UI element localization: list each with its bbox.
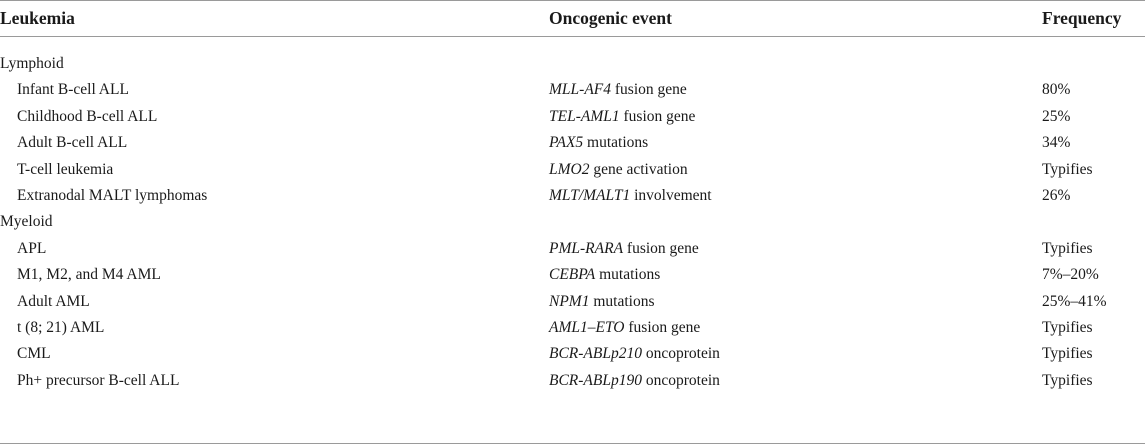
gene-name: BCR-ABLp210 bbox=[549, 345, 642, 363]
table-row bbox=[0, 130, 1145, 156]
leukemia-cell: Extranodal MALT lymphomas bbox=[17, 186, 208, 204]
table-row bbox=[0, 262, 1145, 288]
table-row bbox=[0, 183, 1145, 209]
event-cell bbox=[549, 157, 688, 183]
leukemia-cell: Childhood B-cell ALL bbox=[17, 107, 158, 125]
frequency-cell: 80% bbox=[1042, 81, 1071, 99]
group-label: Lymphoid bbox=[0, 55, 64, 72]
event-text: fusion gene bbox=[624, 318, 701, 336]
table-bottom-rule bbox=[0, 443, 1145, 444]
frequency-cell: 25%–41% bbox=[1042, 292, 1107, 310]
gene-name: MLL-AF4 bbox=[549, 81, 611, 99]
table-header bbox=[0, 0, 1145, 37]
header-oncogenic-event: Oncogenic event bbox=[549, 8, 672, 28]
leukemia-cell: t (8; 21) AML bbox=[17, 318, 105, 336]
event-cell bbox=[549, 104, 695, 130]
event-cell bbox=[549, 289, 654, 315]
leukemia-cell: M1, M2, and M4 AML bbox=[17, 266, 161, 284]
gene-name: NPM1 bbox=[549, 292, 590, 310]
frequency-cell: Typifies bbox=[1042, 318, 1093, 336]
table-row bbox=[0, 236, 1145, 262]
frequency-cell: Typifies bbox=[1042, 371, 1093, 389]
event-text: involvement bbox=[630, 186, 712, 204]
event-text: oncoprotein bbox=[642, 345, 720, 363]
leukemia-cell: Ph+ precursor B-cell ALL bbox=[17, 371, 180, 389]
event-text: mutations bbox=[583, 134, 649, 152]
event-cell bbox=[549, 315, 700, 341]
frequency-cell: 7%–20% bbox=[1042, 266, 1099, 284]
leukemia-cell: Infant B-cell ALL bbox=[17, 81, 129, 99]
event-cell bbox=[549, 77, 687, 103]
event-cell bbox=[549, 130, 648, 156]
table-row bbox=[0, 289, 1145, 315]
table-row bbox=[0, 104, 1145, 130]
table-row bbox=[0, 157, 1145, 183]
event-text: oncoprotein bbox=[642, 371, 720, 389]
event-text: gene activation bbox=[589, 160, 688, 178]
gene-name: TEL-AML1 bbox=[549, 107, 620, 125]
table-row bbox=[0, 341, 1145, 367]
frequency-cell: 26% bbox=[1042, 186, 1071, 204]
event-text: fusion gene bbox=[619, 107, 696, 125]
group-label: Myeloid bbox=[0, 213, 53, 231]
event-text: fusion gene bbox=[611, 81, 687, 99]
gene-name: BCR-ABLp190 bbox=[549, 371, 642, 389]
event-text: mutations bbox=[589, 292, 655, 310]
leukemia-cell: T-cell leukemia bbox=[17, 160, 114, 178]
leukemia-cell: CML bbox=[17, 345, 51, 363]
frequency-cell: Typifies bbox=[1042, 160, 1093, 178]
gene-name: LMO2 bbox=[549, 160, 590, 178]
gene-name: AML1–ETO bbox=[549, 318, 625, 336]
event-cell bbox=[549, 341, 720, 367]
gene-name: PML-RARA bbox=[549, 239, 624, 257]
header-leukemia: Leukemia bbox=[0, 8, 75, 28]
table-row bbox=[0, 315, 1145, 341]
frequency-cell: Typifies bbox=[1042, 345, 1093, 363]
leukemia-cell: Adult AML bbox=[17, 292, 90, 310]
table-row bbox=[0, 77, 1145, 103]
event-cell bbox=[549, 183, 712, 209]
group-row-lymphoid bbox=[0, 51, 1145, 77]
header-frequency: Frequency bbox=[1042, 8, 1122, 28]
event-cell bbox=[549, 368, 720, 394]
gene-name: CEBPA bbox=[549, 266, 596, 284]
event-text: mutations bbox=[595, 266, 661, 284]
gene-name: PAX5 bbox=[549, 134, 584, 152]
table-body bbox=[0, 37, 1145, 394]
table-row bbox=[0, 368, 1145, 394]
event-text: fusion gene bbox=[623, 239, 699, 257]
frequency-cell: 34% bbox=[1042, 134, 1071, 152]
leukemia-cell: Adult B-cell ALL bbox=[17, 134, 128, 152]
frequency-cell: 25% bbox=[1042, 107, 1071, 125]
event-cell bbox=[549, 236, 699, 262]
group-row-myeloid bbox=[0, 209, 1145, 235]
frequency-cell: Typifies bbox=[1042, 239, 1093, 257]
event-cell bbox=[549, 262, 660, 288]
leukemia-cell: APL bbox=[17, 239, 47, 257]
gene-name: MLT/MALT1 bbox=[549, 186, 631, 204]
